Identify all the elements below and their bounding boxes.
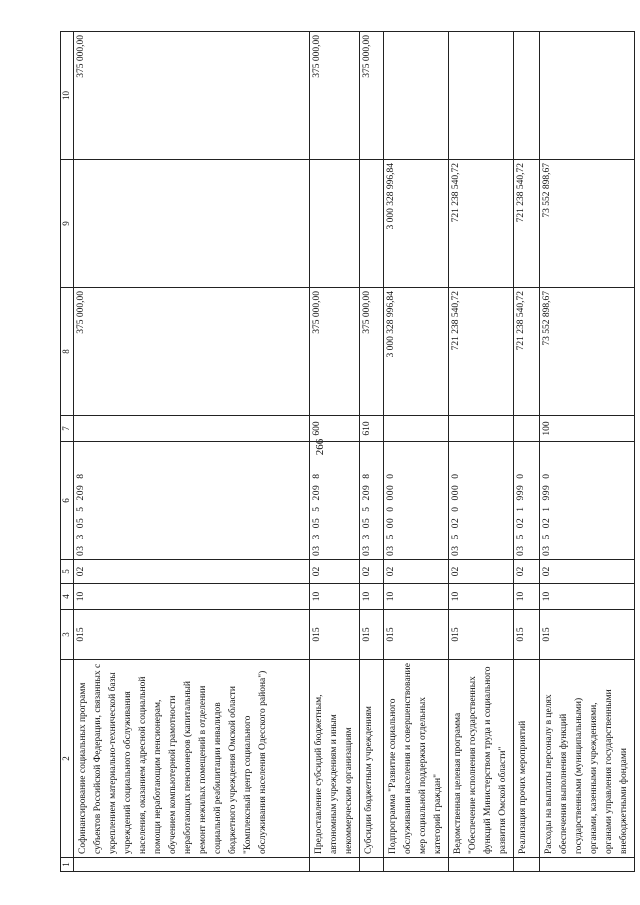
amount-total-cell: 375 000,00 <box>74 288 310 416</box>
table-row <box>74 32 310 872</box>
code-part: 3 <box>362 534 372 540</box>
amount-federal-cell: 375 000,00 <box>74 32 310 160</box>
table-row <box>360 32 384 872</box>
amount-federal-cell <box>540 32 635 160</box>
code-part: 03 <box>76 545 86 556</box>
section-code-cell: 10 <box>540 584 635 610</box>
table-row <box>310 32 360 872</box>
table-row <box>540 32 635 872</box>
code-part: 1 <box>516 506 526 512</box>
code-part: 05 <box>312 517 322 529</box>
target-article-cell <box>310 442 360 560</box>
amount-own-cell <box>310 160 360 288</box>
row-number-cell <box>360 858 384 872</box>
page-number: 266 <box>314 438 326 456</box>
subsection-code-cell: 02 <box>310 560 360 584</box>
amount-federal-cell <box>514 32 540 160</box>
code-part: 03 <box>516 545 526 556</box>
amount-total-cell: 73 552 898,67 <box>540 288 635 416</box>
code-part: 03 <box>542 545 552 556</box>
budget-table-wrapper <box>60 32 640 872</box>
code-part: 5 <box>542 534 552 540</box>
code-part: 8 <box>362 473 372 479</box>
amount-own-cell: 721 238 540,72 <box>449 160 514 288</box>
code-part: 1 <box>542 506 552 512</box>
header-cell: 9 <box>61 160 74 288</box>
code-part: 5 <box>312 506 322 512</box>
ministry-code-cell: 015 <box>449 610 514 660</box>
description-cell: Ведомственная целевая программа "Обеспечение исполнения государственных функций Министерством труда и социального развития Омской области" <box>449 660 514 858</box>
row-number-cell <box>514 858 540 872</box>
code-part: 03 <box>451 545 461 556</box>
code-part: 3 <box>312 534 322 540</box>
header-row <box>61 32 74 872</box>
expense-type-cell <box>384 416 449 442</box>
section-code-cell: 10 <box>360 584 384 610</box>
code-part: 209 <box>312 484 322 501</box>
code-part: 03 <box>312 545 322 556</box>
description-cell: Подпрограмма "Развитие социального обслуживания населения и совершенствование мер социальной поддержки отдельных категорий граждан" <box>384 660 449 858</box>
header-cell: 2 <box>61 660 74 858</box>
code-part: 5 <box>516 534 526 540</box>
row-number-cell <box>384 858 449 872</box>
code-part: 209 <box>76 484 86 501</box>
code-part: 0 <box>516 473 526 479</box>
subsection-code-cell: 02 <box>384 560 449 584</box>
code-part: 02 <box>542 517 552 529</box>
row-number-cell <box>449 858 514 872</box>
code-part: 5 <box>451 534 461 540</box>
expense-type-cell <box>74 416 310 442</box>
code-part: 5 <box>362 506 372 512</box>
code-part: 5 <box>386 534 396 540</box>
subsection-code-cell: 02 <box>360 560 384 584</box>
ministry-code-cell: 015 <box>384 610 449 660</box>
section-code-cell: 10 <box>449 584 514 610</box>
expense-type-cell: 600 <box>310 416 360 442</box>
amount-own-cell: 721 238 540,72 <box>514 160 540 288</box>
code-part: 0 <box>386 473 396 479</box>
table-row <box>449 32 514 872</box>
code-part: 8 <box>76 473 86 479</box>
description-cell: Софинансирование социальных программ субъектов Российской Федерации, связанных с укреплением материально-технической базы учреждений социального обслуживания населения, оказанием адресной социальной помощи неработающим пенсионерам, обучением компьютерной грамотности неработающих пенсионеров (капитальный ремонт нежилых помещений в отделении социальной реабилитации инвалидов бюджетного учреждения Омской области "Комплексный центр социального обслуживания населения Одесского района") <box>74 660 310 858</box>
row-number-cell <box>74 858 310 872</box>
code-part: 03 <box>362 545 372 556</box>
header-cell: 8 <box>61 288 74 416</box>
code-part: 00 <box>386 517 396 529</box>
section-code-cell: 10 <box>514 584 540 610</box>
row-number-cell <box>310 858 360 872</box>
code-part: 0 <box>386 506 396 512</box>
target-article-cell <box>360 442 384 560</box>
amount-total-cell: 375 000,00 <box>310 288 360 416</box>
amount-federal-cell <box>449 32 514 160</box>
header-cell: 3 <box>61 610 74 660</box>
code-part: 000 <box>386 484 396 501</box>
amount-federal-cell <box>384 32 449 160</box>
row-number-cell <box>540 858 635 872</box>
rotated-table-area <box>60 32 640 872</box>
table-row <box>514 32 540 872</box>
header-cell: 1 <box>61 858 74 872</box>
budget-table <box>60 31 635 872</box>
code-part: 05 <box>76 517 86 529</box>
ministry-code-cell: 015 <box>360 610 384 660</box>
ministry-code-cell: 015 <box>74 610 310 660</box>
subsection-code-cell: 02 <box>449 560 514 584</box>
header-cell: 4 <box>61 584 74 610</box>
amount-total-cell: 721 238 540,72 <box>514 288 540 416</box>
amount-own-cell: 73 552 898,67 <box>540 160 635 288</box>
amount-total-cell: 3 000 328 996,84 <box>384 288 449 416</box>
amount-total-cell: 375 000,00 <box>360 288 384 416</box>
code-part: 3 <box>76 534 86 540</box>
subsection-code-cell: 02 <box>514 560 540 584</box>
code-part: 0 <box>451 506 461 512</box>
target-article-cell <box>540 442 635 560</box>
code-part: 999 <box>542 484 552 501</box>
amount-own-cell <box>74 160 310 288</box>
code-part: 02 <box>516 517 526 529</box>
code-part: 209 <box>362 484 372 501</box>
code-part: 000 <box>451 484 461 501</box>
target-article-cell <box>449 442 514 560</box>
subsection-code-cell: 02 <box>540 560 635 584</box>
expense-type-cell: 610 <box>360 416 384 442</box>
ministry-code-cell: 015 <box>310 610 360 660</box>
section-code-cell: 10 <box>74 584 310 610</box>
code-part: 5 <box>76 506 86 512</box>
amount-own-cell <box>360 160 384 288</box>
subsection-code-cell: 02 <box>74 560 310 584</box>
code-part: 02 <box>451 517 461 529</box>
code-part: 03 <box>386 545 396 556</box>
amount-total-cell: 721 238 540,72 <box>449 288 514 416</box>
target-article-cell <box>384 442 449 560</box>
header-cell: 5 <box>61 560 74 584</box>
expense-type-cell: 100 <box>540 416 635 442</box>
section-code-cell: 10 <box>384 584 449 610</box>
description-cell: Расходы на выплаты персоналу в целях обеспечения выполнения функций государственными (муниципальными) органами, казенными учреждениями, органами управления государственными внебюджетными фондами <box>540 660 635 858</box>
amount-own-cell: 3 000 328 996,84 <box>384 160 449 288</box>
code-part: 8 <box>312 473 322 479</box>
target-article-cell <box>74 442 310 560</box>
section-code-cell: 10 <box>310 584 360 610</box>
ministry-code-cell: 015 <box>514 610 540 660</box>
code-part: 999 <box>516 484 526 501</box>
code-part: 05 <box>362 517 372 529</box>
description-cell: Реализация прочих мероприятий <box>514 660 540 858</box>
header-cell: 7 <box>61 416 74 442</box>
header-cell: 6 <box>61 442 74 560</box>
description-cell: Субсидии бюджетным учреждениям <box>360 660 384 858</box>
description-cell: Предоставление субсидий бюджетным, автономным учреждениям и иным некоммерческим организациям <box>310 660 360 858</box>
header-cell: 10 <box>61 32 74 160</box>
code-part: 0 <box>542 473 552 479</box>
table-row <box>384 32 449 872</box>
code-part: 0 <box>451 473 461 479</box>
target-article-cell <box>514 442 540 560</box>
ministry-code-cell: 015 <box>540 610 635 660</box>
amount-federal-cell: 375 000,00 <box>360 32 384 160</box>
expense-type-cell <box>514 416 540 442</box>
expense-type-cell <box>449 416 514 442</box>
amount-federal-cell: 375 000,00 <box>310 32 360 160</box>
